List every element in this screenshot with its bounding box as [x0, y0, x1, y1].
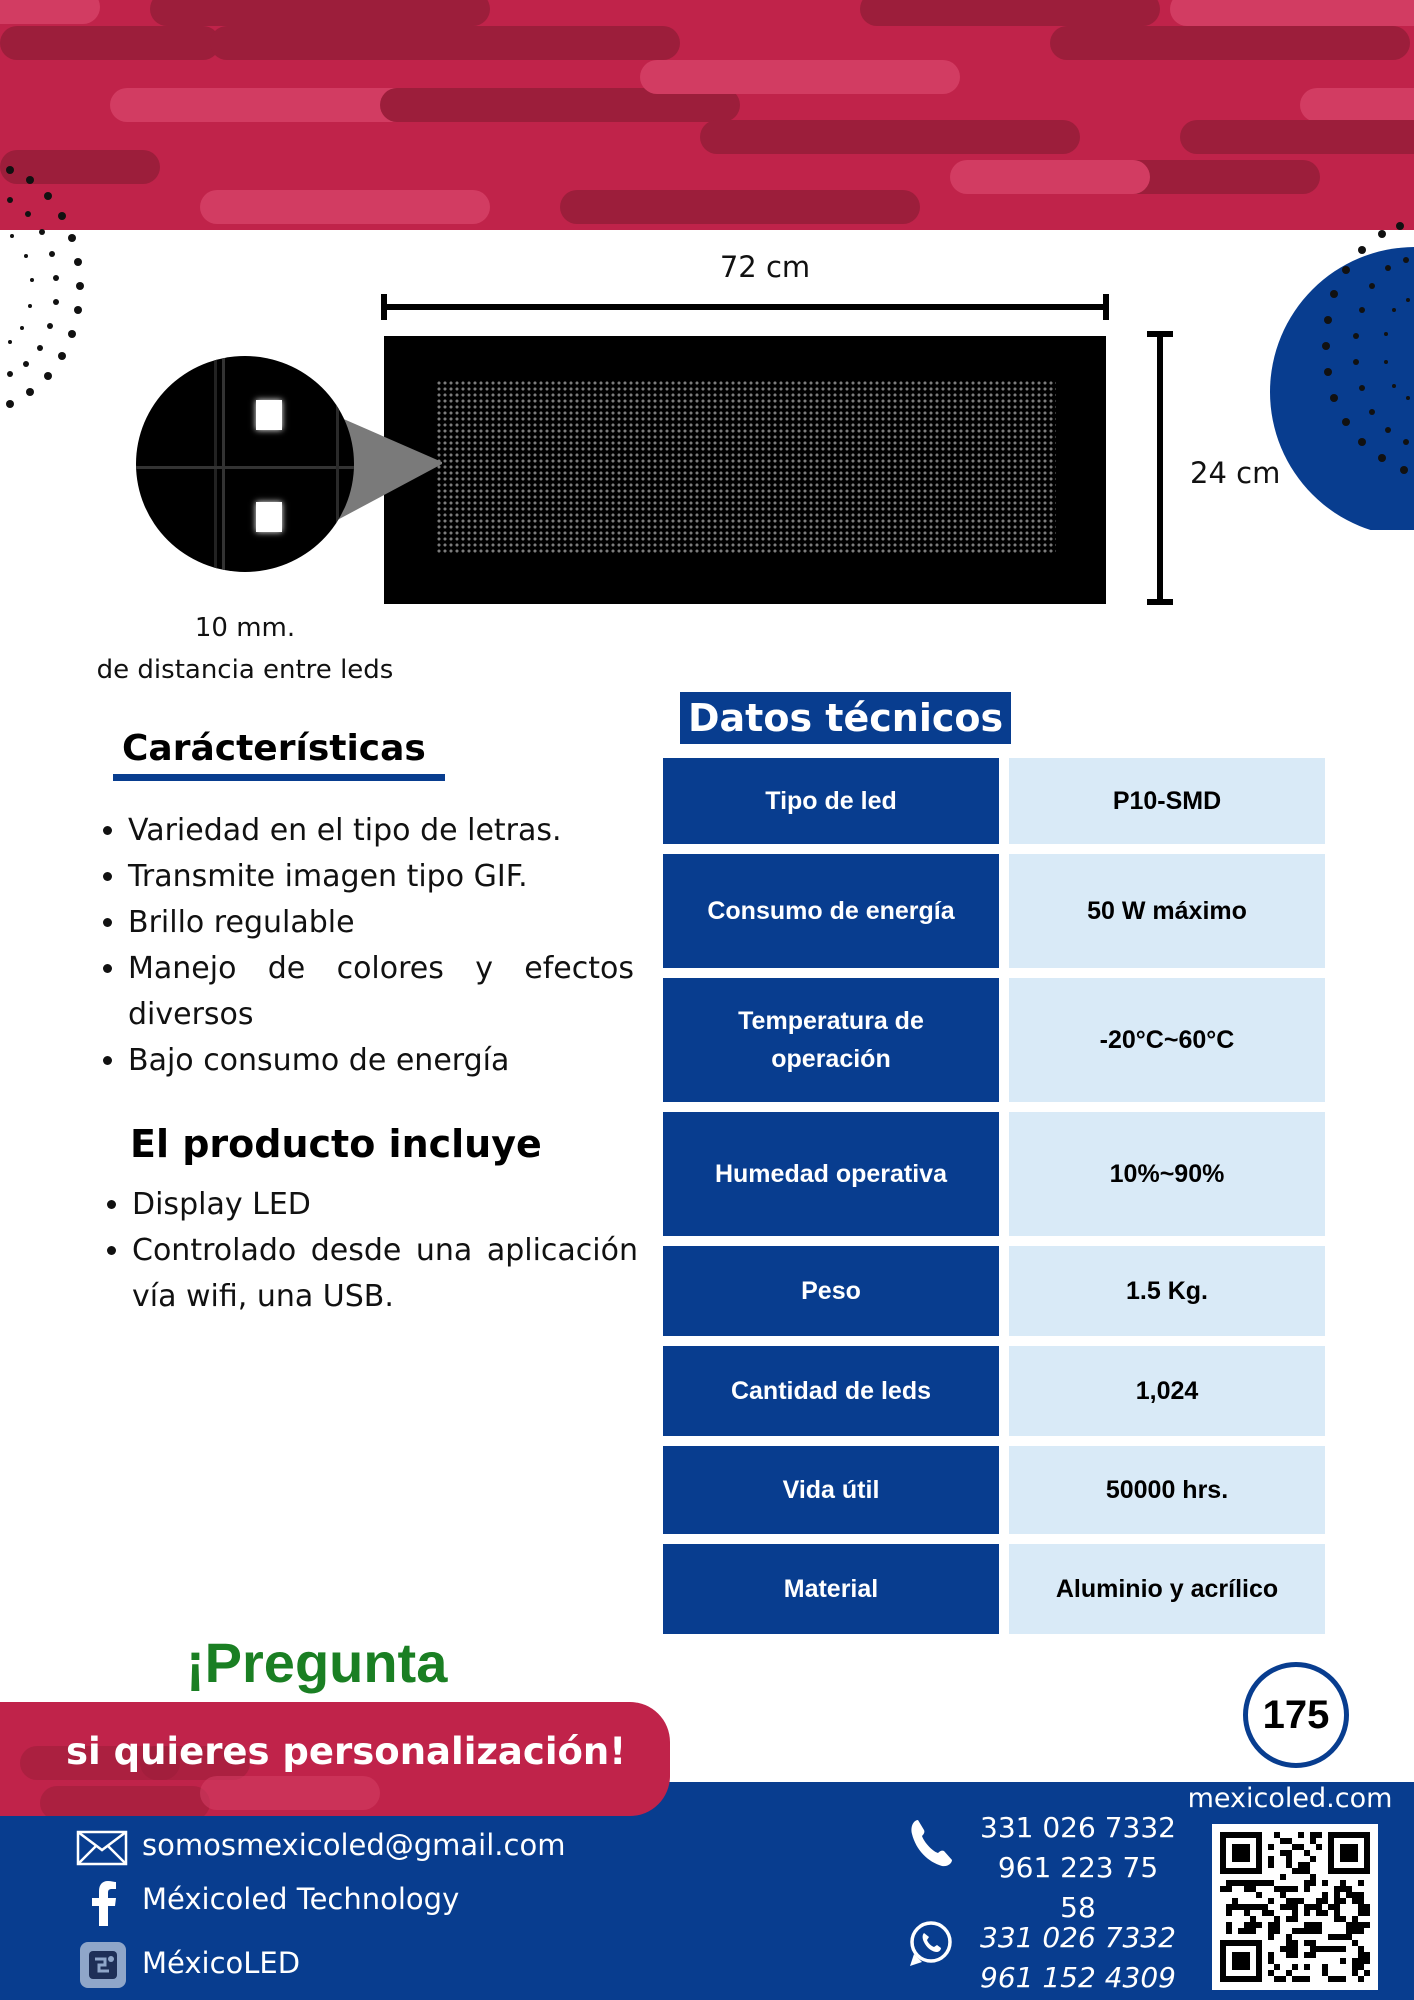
feature-item: • Variedad en el tipo de letras. — [128, 808, 634, 854]
page-number-badge: 175 — [1243, 1662, 1349, 1768]
spec-value: P10-SMD — [1009, 758, 1325, 844]
led-pitch-note — [60, 607, 430, 691]
spec-row — [663, 978, 1325, 1102]
dotted-arc-decoration-left — [0, 160, 110, 450]
spec-value: Aluminio y acrílico — [1009, 1544, 1325, 1634]
spec-label: Peso — [663, 1246, 999, 1336]
spec-row — [663, 1246, 1325, 1336]
promo-headline: ¡Pregunta — [186, 1631, 448, 1694]
spec-label: Material — [663, 1544, 999, 1634]
spec-label: Cantidad de leds — [663, 1346, 999, 1436]
spec-label: Tipo de led — [663, 758, 999, 844]
qr-code[interactable] — [1212, 1824, 1378, 1990]
email-link[interactable]: somosmexicoled@gmail.com — [142, 1828, 566, 1862]
feature-item: • Manejo de colores y efectos diversos — [128, 946, 634, 1038]
chip-icon — [85, 1947, 121, 1983]
height-dimension-label: 24 cm — [1190, 456, 1281, 490]
includes-list — [96, 1182, 638, 1320]
phone-icon — [908, 1818, 952, 1868]
spec-row — [663, 1346, 1325, 1436]
website-link[interactable]: mexicoled.com — [1187, 1783, 1393, 1814]
spec-value: 1.5 Kg. — [1009, 1246, 1325, 1336]
whatsapp-number[interactable]: 961 152 4309 — [980, 1961, 1176, 1994]
spec-value: 10%~90% — [1009, 1112, 1325, 1236]
header-band — [0, 0, 1414, 230]
whatsapp-number[interactable]: 331 026 7332 — [980, 1921, 1176, 1954]
led-pitch-value: 10 mm. — [194, 613, 296, 643]
spec-label: Vida útil — [663, 1446, 999, 1534]
led-dot — [256, 400, 282, 430]
led-zoom-magnifier — [136, 356, 354, 572]
spec-row — [663, 854, 1325, 968]
led-dot — [256, 502, 282, 532]
spec-row — [663, 1112, 1325, 1236]
spec-label: Consumo de energía — [663, 854, 999, 968]
width-dimension-label: 72 cm — [719, 250, 811, 284]
promo-banner — [0, 1702, 670, 1816]
qr-code-graphic — [1212, 1824, 1378, 1990]
width-dimension-line — [380, 290, 1110, 324]
spec-row — [663, 1544, 1325, 1634]
spec-row — [663, 1446, 1325, 1534]
specs-title: Datos técnicos — [680, 692, 1011, 744]
phone-list — [978, 1808, 1178, 1928]
spec-label: Temperatura de operación — [663, 978, 999, 1102]
facebook-icon — [88, 1880, 118, 1926]
whatsapp-list — [978, 1918, 1178, 1998]
spec-label: Humedad operativa — [663, 1112, 999, 1236]
include-item: • Display LED — [132, 1182, 638, 1228]
facebook-link[interactable]: Méxicoled Technology — [142, 1882, 460, 1916]
promo-subline: si quieres personalización! — [66, 1730, 627, 1773]
spec-value: -20°C~60°C — [1009, 978, 1325, 1102]
led-matrix — [436, 380, 1056, 555]
phone-number[interactable]: 961 223 75 58 — [997, 1851, 1159, 1924]
spec-value: 50 W máximo — [1009, 854, 1325, 968]
brand-name: MéxicoLED — [142, 1946, 301, 1980]
led-pitch-caption: de distancia entre leds — [96, 655, 394, 685]
whatsapp-icon — [906, 1918, 956, 1968]
features-title-underline — [113, 774, 445, 781]
spec-row — [663, 758, 1325, 844]
features-title: Carácterísticas — [122, 728, 426, 769]
phone-number[interactable]: 331 026 7332 — [980, 1811, 1176, 1844]
spec-value: 50000 hrs. — [1009, 1446, 1325, 1534]
feature-item: • Brillo regulable — [128, 900, 634, 946]
feature-item: • Transmite imagen tipo GIF. — [128, 854, 634, 900]
email-icon — [76, 1830, 128, 1866]
feature-item: • Bajo consumo de energía — [128, 1038, 634, 1084]
spec-value: 1,024 — [1009, 1346, 1325, 1436]
features-list — [92, 808, 634, 1084]
height-dimension-line — [1143, 330, 1177, 606]
led-display-panel — [384, 336, 1106, 604]
brand-logo-icon — [80, 1942, 126, 1988]
includes-title: El producto incluye — [130, 1122, 542, 1166]
include-item: • Controlado desde una aplicación vía wifi, una USB. — [132, 1228, 638, 1320]
